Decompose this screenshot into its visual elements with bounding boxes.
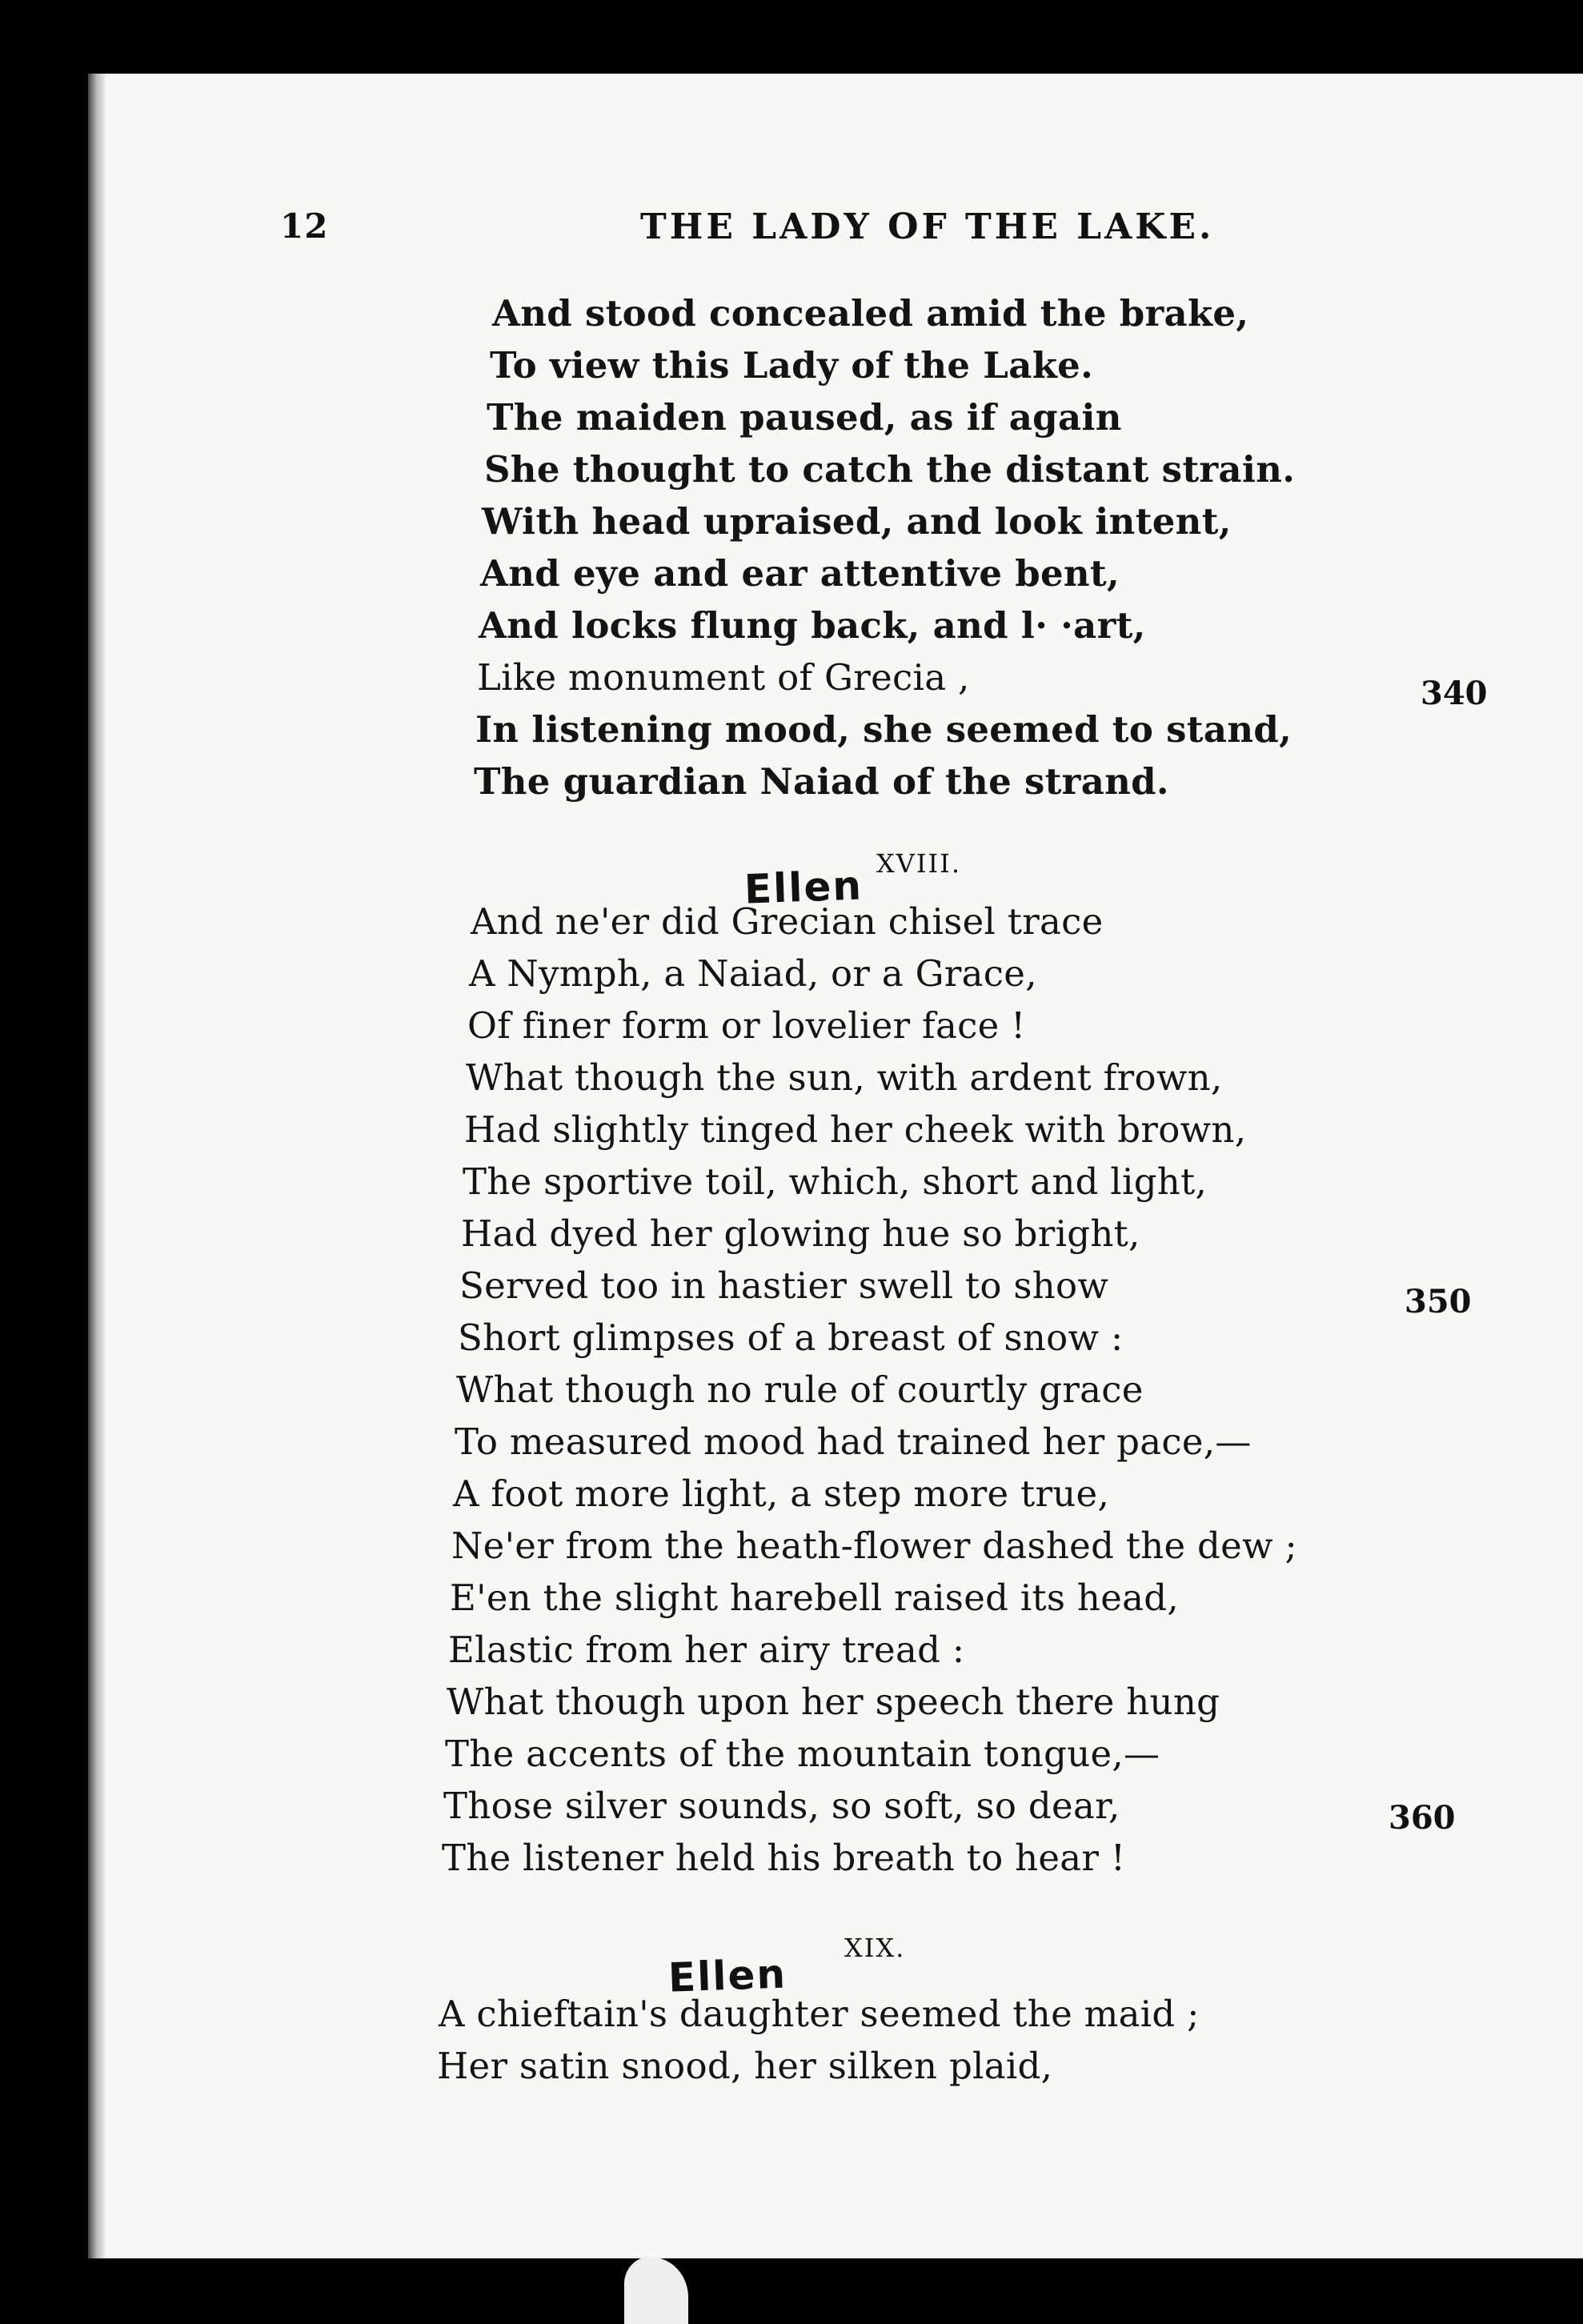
line-number: 360 (1389, 1799, 1456, 1837)
verse-line: Short glimpses of a breast of snow : (458, 1316, 1124, 1359)
verse-line: Ne'er from the heath-flower dashed the dew ; (451, 1525, 1297, 1567)
verse-line: E'en the slight harebell raised its head, (450, 1577, 1179, 1619)
verse-line: The maiden paused, as if again (487, 396, 1122, 439)
handwritten-annotation: Ellen (743, 862, 864, 913)
verse-line: The guardian Naiad of the strand. (474, 760, 1169, 803)
line-number: 350 (1405, 1283, 1472, 1320)
verse-line: Served too in hastier swell to show (459, 1264, 1109, 1307)
verse-line: The sportive toil, which, short and light, (463, 1160, 1208, 1203)
verse-line: Had dyed her glowing hue so bright, (461, 1212, 1140, 1255)
verse-line: Like monument of Grecia , (477, 656, 970, 699)
verse-line: Elastic from her airy tread : (448, 1629, 965, 1671)
verse-line: What though upon her speech there hung (447, 1681, 1220, 1723)
verse-line: With head upraised, and look intent, (482, 500, 1232, 543)
scan-artifact (624, 2257, 688, 2324)
verse-line: A chieftain's daughter seemed the maid ; (439, 1993, 1200, 2035)
verse-line: Those silver sounds, so soft, so dear, (443, 1785, 1120, 1827)
verse-line: Of finer form or lovelier face ! (467, 1004, 1026, 1047)
verse-line: The listener held his breath to hear ! (442, 1837, 1126, 1879)
verse-line: A Nymph, a Naiad, or a Grace, (469, 952, 1037, 995)
verse-line: And locks flung back, and l· ·art, (479, 604, 1146, 647)
verse-line: And stood concealed amid the brake, (492, 292, 1249, 335)
verse-line: Her satin snood, her silken plaid, (437, 2045, 1053, 2087)
page-binding-edge (88, 74, 106, 2258)
verse-line: What though the sun, with ardent frown, (466, 1056, 1223, 1099)
page-number: 12 (280, 206, 329, 246)
verse-line: Had slightly tinged her cheek with brown, (464, 1108, 1247, 1151)
stanza-numeral: XIX. (844, 1933, 906, 1963)
running-title: THE LADY OF THE LAKE. (640, 206, 1215, 247)
verse-line: To view this Lady of the Lake. (490, 344, 1094, 387)
line-number: 340 (1421, 675, 1488, 712)
stanza-numeral: XVIII. (876, 848, 961, 879)
verse-line: The accents of the mountain tongue,— (445, 1733, 1160, 1775)
handwritten-annotation: Ellen (667, 1950, 787, 2001)
verse-line: A foot more light, a step more true, (453, 1473, 1110, 1515)
verse-line: She thought to catch the distant strain. (484, 448, 1296, 491)
verse-line: To measured mood had trained her pace,— (455, 1420, 1252, 1463)
verse-line: And ne'er did Grecian chisel trace (471, 900, 1104, 943)
verse-line: What though no rule of courtly grace (456, 1368, 1144, 1411)
verse-line: In listening mood, she seemed to stand, (475, 708, 1292, 751)
verse-line: And eye and ear attentive bent, (480, 552, 1120, 595)
